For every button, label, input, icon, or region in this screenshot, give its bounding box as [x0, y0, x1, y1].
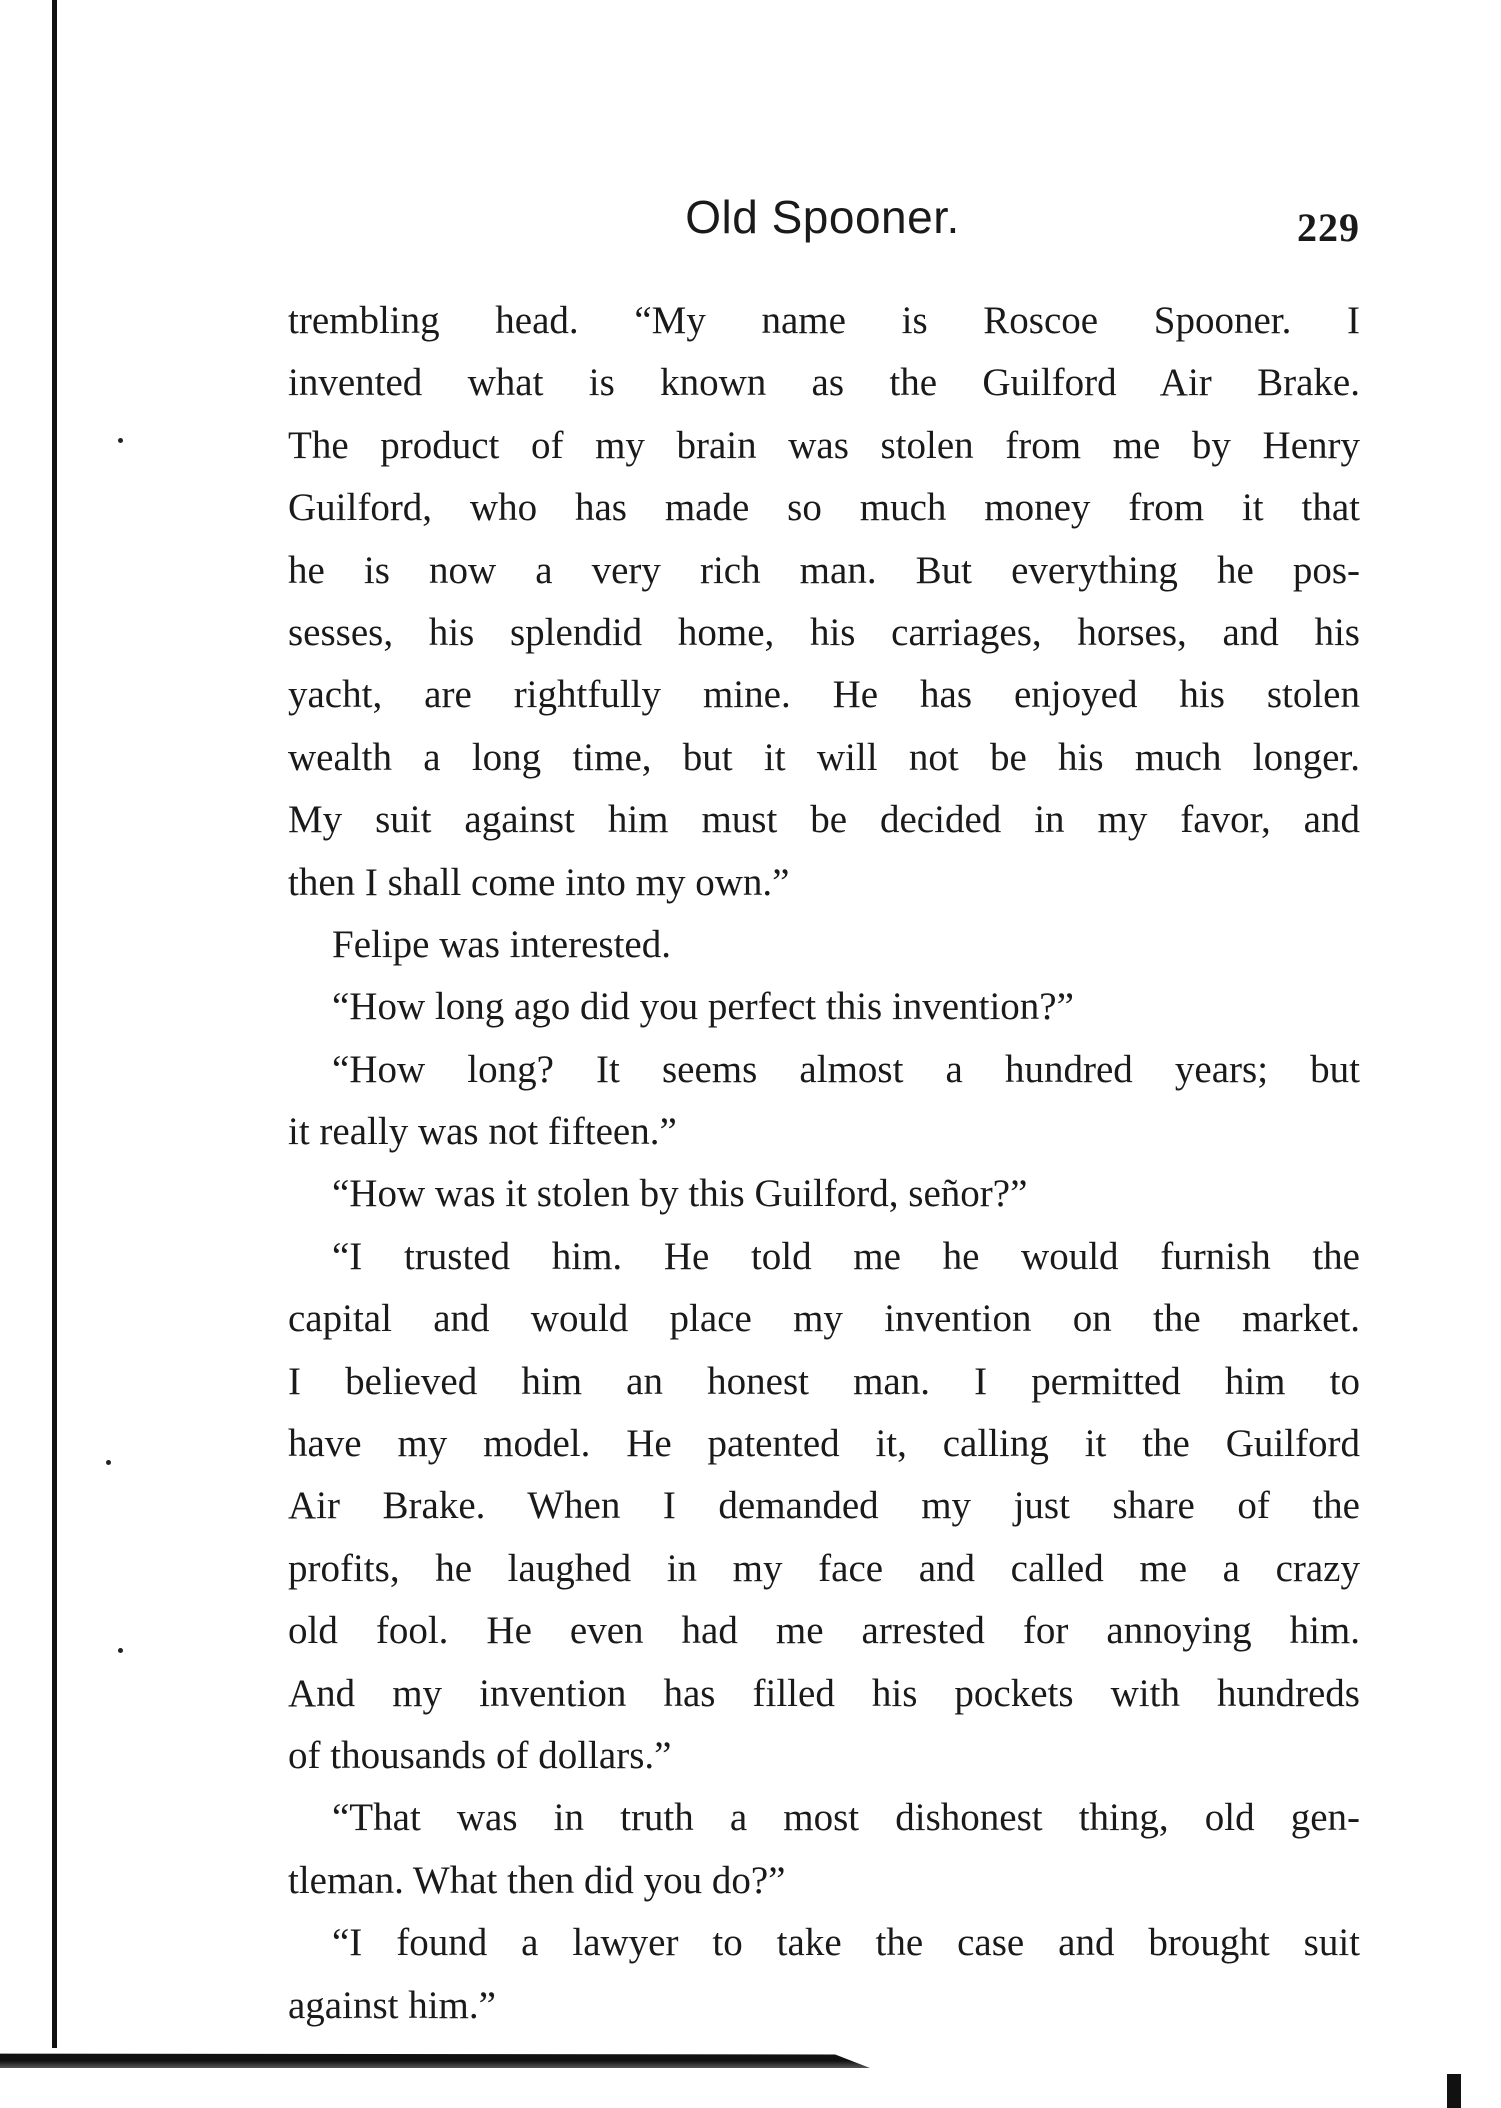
text-line: “I found a lawyer to take the case and brought suit	[332, 1921, 1360, 1965]
text-line: Guilford, who has made so much money from it that	[288, 486, 1360, 530]
text-line: And my invention has filled his pockets with hundreds	[288, 1671, 1360, 1715]
text-line: wealth a long time, but it will not be his much longer.	[288, 735, 1360, 779]
text-line: have my model. He patented it, calling it the Guilford	[288, 1422, 1360, 1466]
text-line: sesses, his splendid home, his carriages, horses, and his	[288, 610, 1360, 654]
text-line: profits, he laughed in my face and called me a crazy	[288, 1546, 1360, 1590]
bottom-rule	[0, 2050, 870, 2068]
running-title: Old Spooner.	[685, 191, 960, 243]
text-line: invented what is known as the Guilford Air Brake.	[288, 361, 1360, 405]
text-line: old fool. He even had me arrested for annoying him.	[288, 1609, 1360, 1653]
text-line: of thousands of dollars.”	[288, 1733, 672, 1777]
corner-mark	[1447, 2074, 1461, 2108]
page-speck	[118, 438, 123, 443]
page-header	[285, 190, 1360, 260]
text-line: then I shall come into my own.”	[288, 860, 790, 904]
text-line: capital and would place my invention on the market.	[288, 1297, 1360, 1341]
text-line: trembling head. “My name is Roscoe Spooner. I	[288, 299, 1360, 342]
page-speck	[106, 1460, 111, 1465]
text-line: “I trusted him. He told me he would furnish the	[332, 1234, 1360, 1278]
text-line: tleman. What then did you do?”	[288, 1858, 786, 1902]
text-line: “How was it stolen by this Guilford, señor?”	[332, 1172, 1028, 1216]
page-gutter-line	[52, 0, 57, 2048]
text-line: against him.”	[288, 1983, 496, 2027]
text-line: Air Brake. When I demanded my just share of the	[288, 1484, 1360, 1528]
body-text	[288, 290, 1360, 2037]
page-speck	[118, 1648, 123, 1653]
text-line: “How long ago did you perfect this invention?”	[332, 985, 1074, 1029]
page-number: 229	[1297, 205, 1360, 250]
text-line: it really was not fifteen.”	[288, 1110, 677, 1154]
text-line: The product of my brain was stolen from me by Henry	[288, 423, 1360, 467]
text-line: “How long? It seems almost a hundred years; but	[332, 1047, 1360, 1091]
text-line: I believed him an honest man. I permitted him to	[288, 1359, 1360, 1403]
text-line: Felipe was interested.	[332, 922, 671, 966]
text-line: yacht, are rightfully mine. He has enjoyed his stolen	[288, 673, 1360, 717]
text-line: My suit against him must be decided in my favor, and	[288, 798, 1360, 842]
text-line: he is now a very rich man. But everything he pos-	[288, 548, 1360, 592]
text-line: “That was in truth a most dishonest thing, old gen-	[332, 1796, 1360, 1840]
